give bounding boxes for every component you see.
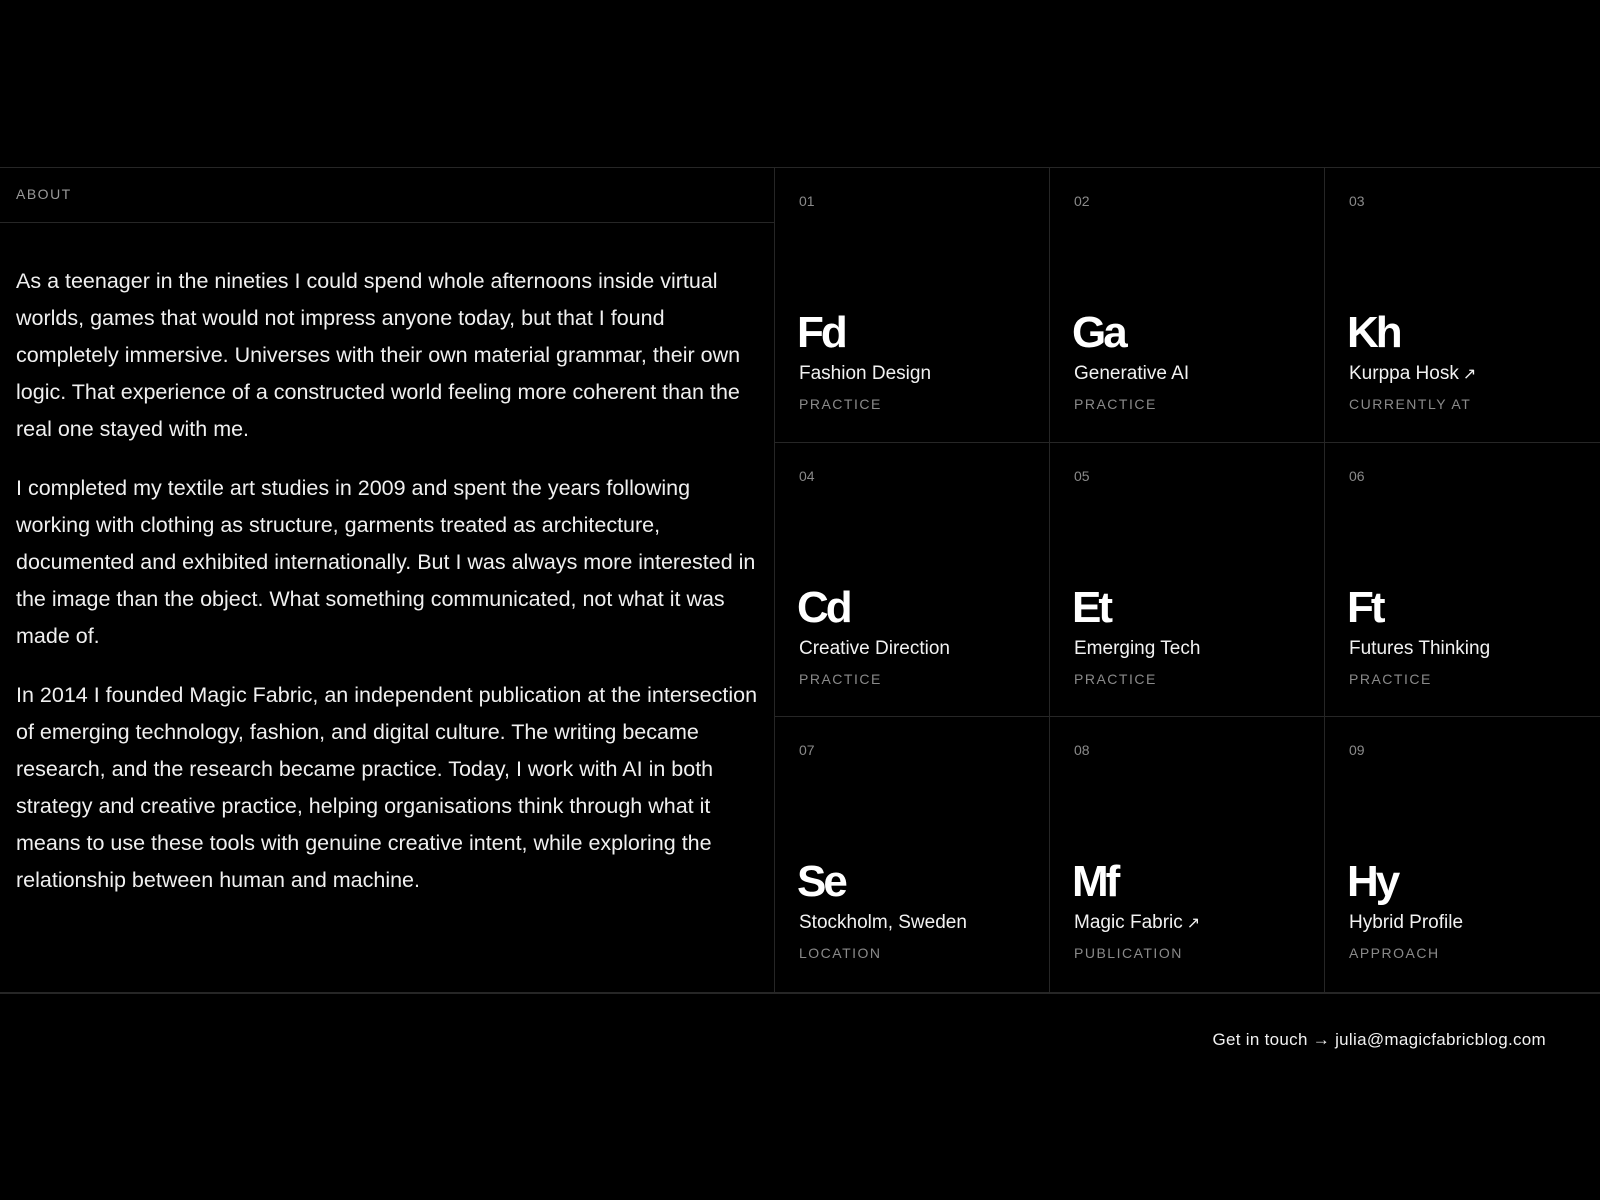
element-category: PRACTICE	[799, 670, 882, 687]
element-name-text: Fashion Design	[799, 363, 932, 384]
element-number: 04	[799, 467, 815, 484]
about-paragraph: In 2014 I founded Magic Fabric, an independent publication at the intersection of emerging technology, fashion, and digital culture. The writing became research, and the research became practice. Today, I work with AI in both strategy and creative practice, helping organisations think through what it means to use these tools with genuine creative intent, while exploring the relationship between human and machine.	[16, 683, 758, 892]
element-number: 03	[1349, 193, 1365, 209]
element-cell-ga	[1050, 168, 1325, 443]
element-name	[1349, 363, 1476, 385]
element-number: 01	[799, 193, 815, 209]
element-name	[799, 912, 967, 934]
element-name-text: Magic Fabric	[1074, 912, 1183, 934]
element-name	[799, 638, 950, 660]
element-name-text: Hybrid Profile	[1349, 912, 1464, 934]
about-label: ABOUT	[0, 168, 774, 223]
element-name-text: Stockholm, Sweden	[799, 912, 967, 934]
contact-label: Get in touch →	[1212, 1030, 1331, 1049]
element-name-text: Futures Thinking	[1349, 637, 1491, 659]
element-number: 02	[1074, 193, 1090, 209]
element-name-text: Generative AI	[1074, 363, 1190, 384]
element-symbol: Mf	[1072, 857, 1118, 907]
element-cell-ft	[1325, 443, 1600, 718]
element-name	[1074, 363, 1189, 385]
email-link[interactable]: julia@magicfabricblog.com	[1335, 1030, 1546, 1049]
element-number: 09	[1349, 742, 1365, 759]
element-number: 08	[1074, 742, 1090, 759]
element-cell-cd	[775, 443, 1050, 718]
element-name	[1074, 638, 1200, 660]
about-body	[0, 223, 774, 899]
about-paragraph: As a teenager in the nineties I could spend whole afternoons inside virtual worlds, games that would not impress anyone today, but that I found completely immersive. Universes with their own material grammar, their own logic. That experience of a constructed world feeling more coherent than the real one stayed with me.	[16, 269, 741, 441]
element-cell-mf[interactable]	[1050, 717, 1325, 992]
element-symbol: Ga	[1072, 308, 1125, 357]
element-symbol: Et	[1072, 582, 1110, 632]
element-number: 06	[1349, 467, 1365, 484]
element-category: PRACTICE	[1074, 670, 1157, 687]
element-name	[1074, 912, 1200, 934]
element-cell-se	[775, 717, 1050, 992]
external-link-icon[interactable]: ↗	[1462, 366, 1477, 383]
element-symbol: Se	[797, 857, 845, 907]
element-cell-kh[interactable]	[1325, 168, 1600, 443]
element-symbol: Ft	[1347, 582, 1383, 632]
about-paragraph: I completed my textile art studies in 2009 and spent the years following working with clothing as structure, garments treated as architecture, documented and exhibited internationally. But I was always more interested in the image than the object. What something communicated, not what it was made of.	[16, 476, 756, 648]
element-category: PUBLICATION	[1074, 945, 1183, 962]
external-link-icon[interactable]: ↗	[1186, 915, 1201, 933]
element-number: 07	[799, 742, 815, 759]
contact-line	[1212, 1030, 1546, 1050]
element-category: CURRENTLY AT	[1349, 396, 1472, 412]
element-name	[1349, 912, 1463, 934]
element-name	[799, 363, 931, 385]
element-category: LOCATION	[799, 945, 882, 962]
element-category: APPROACH	[1349, 945, 1440, 962]
about-panel	[0, 168, 775, 992]
element-name-text: Creative Direction	[799, 637, 950, 659]
element-name	[1349, 638, 1490, 660]
element-symbol: Kh	[1347, 308, 1400, 357]
element-name-text: Emerging Tech	[1074, 637, 1201, 659]
element-cell-et	[1050, 443, 1325, 718]
element-category: PRACTICE	[799, 396, 882, 412]
element-name-text: Kurppa Hosk	[1349, 363, 1459, 384]
element-symbol: Cd	[797, 582, 850, 632]
element-number: 05	[1074, 467, 1090, 484]
element-symbol: Hy	[1347, 857, 1398, 907]
element-cell-hy	[1325, 717, 1600, 992]
element-category: PRACTICE	[1349, 670, 1432, 687]
about-section	[0, 167, 1600, 994]
element-symbol: Fd	[797, 308, 845, 357]
element-category: PRACTICE	[1074, 396, 1157, 412]
element-cell-fd	[775, 168, 1050, 443]
periodic-grid	[775, 168, 1600, 992]
